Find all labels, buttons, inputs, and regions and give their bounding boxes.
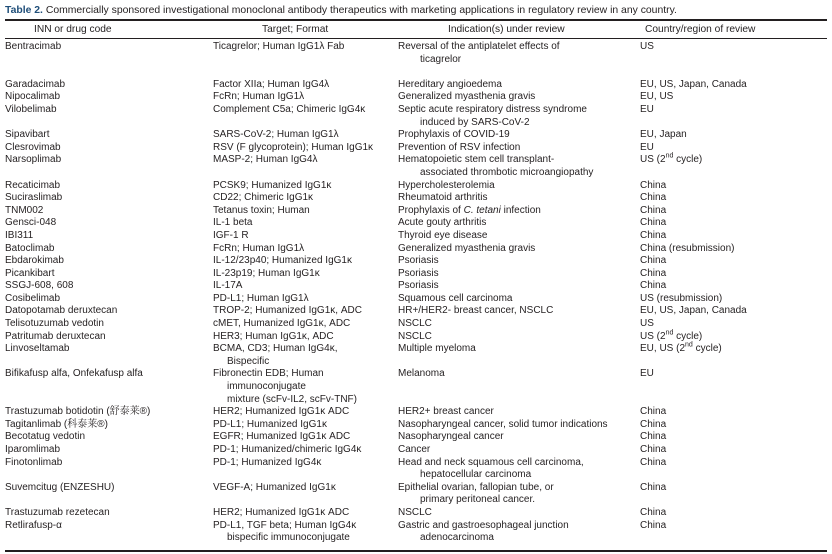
target-text: RSV (F glycoprotein); Human IgG1κ <box>213 141 374 153</box>
cell-target <box>213 91 398 104</box>
indication-text: HER2+ breast cancer <box>398 406 494 418</box>
cell-indication <box>398 180 640 193</box>
indication-text: Prophylaxis of COVID-19 <box>398 129 510 141</box>
target-text: immunoconjugate <box>227 381 306 393</box>
target-text: CD22; Chimeric IgG1κ <box>213 192 314 204</box>
cell-target <box>213 507 398 520</box>
table-row <box>5 104 827 129</box>
inn-text: Patritumab deruxtecan <box>5 330 106 342</box>
inn-text: SSGJ-608, 608 <box>5 280 74 292</box>
target-text: IL-1 beta <box>213 217 253 229</box>
target-text: BCMA, CD3; Human IgG4κ, <box>213 343 338 355</box>
target-text: mixture (scFv-IL2, scFv-TNF) <box>227 393 357 405</box>
cell-indication <box>398 331 640 344</box>
table-row <box>5 41 827 66</box>
cell-indication <box>398 406 640 419</box>
cell-region <box>640 154 827 179</box>
cell-inn <box>5 66 213 79</box>
target-text: Ticagrelor; Human IgG1λ Fab <box>213 41 345 52</box>
region-text <box>640 66 827 79</box>
cell-region <box>640 91 827 104</box>
region-text: China <box>640 204 667 216</box>
table-row <box>5 192 827 205</box>
region-text: China <box>640 519 667 531</box>
indication-text: Gastric and gastroesophageal junction <box>398 519 569 531</box>
cell-region <box>640 205 827 218</box>
region-text: US (2nd cycle) <box>640 153 703 166</box>
column-header-region: Country/region of review <box>645 24 756 35</box>
indication-text: Psoriasis <box>398 267 439 279</box>
cell-region <box>640 129 827 142</box>
indication-text: Head and neck squamous cell carcinoma, <box>398 456 584 468</box>
target-text: FcRn; Human IgG1λ <box>213 91 305 103</box>
cell-indication <box>398 255 640 268</box>
column-header-indication: Indication(s) under review <box>448 24 565 35</box>
region-text: US <box>640 41 654 52</box>
target-text: HER2; Humanized IgG1κ ADC <box>213 406 350 418</box>
inn-text: Cosibelimab <box>5 292 61 304</box>
cell-indication <box>398 457 640 482</box>
cell-indication <box>398 280 640 293</box>
table-row <box>5 520 827 545</box>
indication-text: ticagrelor <box>420 53 462 65</box>
indication-text: Nasopharyngeal cancer <box>398 431 504 443</box>
indication-text: Generalized myasthenia gravis <box>398 242 536 254</box>
cell-target <box>213 368 398 406</box>
cell-inn <box>5 482 213 507</box>
header-rule <box>5 38 827 39</box>
cell-inn <box>5 457 213 482</box>
table-row <box>5 91 827 104</box>
inn-text: Garadacimab <box>5 78 66 90</box>
top-rule <box>5 19 827 21</box>
indication-text: primary peritoneal cancer. <box>420 494 536 506</box>
target-text: PD-L1, TGF beta; Human IgG4κ <box>213 519 357 531</box>
target-text: HER2; Humanized IgG1κ ADC <box>213 506 350 518</box>
inn-text: Trastuzumab rezetecan <box>5 506 110 518</box>
table-row <box>5 419 827 432</box>
inn-text: Retlirafusp-α <box>5 519 62 531</box>
cell-indication <box>398 217 640 230</box>
indication-text: Squamous cell carcinoma <box>398 292 513 304</box>
table-row <box>5 217 827 230</box>
target-text: cMET, Humanized IgG1κ, ADC <box>213 318 351 330</box>
cell-indication <box>398 482 640 507</box>
cell-target <box>213 230 398 243</box>
region-text: China <box>640 229 667 241</box>
table-row <box>5 305 827 318</box>
inn-text: Gensci-048 <box>5 217 57 229</box>
cell-indication <box>398 368 640 406</box>
cell-inn <box>5 230 213 243</box>
region-text: China <box>640 267 667 279</box>
cell-indication <box>398 520 640 545</box>
inn-text: TNM002 <box>5 204 44 216</box>
region-text: China <box>640 481 667 493</box>
cell-inn <box>5 331 213 344</box>
target-text: FcRn; Human IgG1λ <box>213 242 305 254</box>
target-text: VEGF-A; Humanized IgG1κ <box>213 481 336 493</box>
cell-region <box>640 243 827 256</box>
cell-target <box>213 180 398 193</box>
cell-indication <box>398 66 640 79</box>
target-text: Complement C5a; Chimeric IgG4κ <box>213 103 366 115</box>
target-text: IGF-1 R <box>213 229 249 241</box>
indication-text: Hereditary angioedema <box>398 78 502 90</box>
region-text: China <box>640 506 667 518</box>
cell-region <box>640 419 827 432</box>
indication-text: NSCLC <box>398 330 432 342</box>
target-text: PD-1; Humanized/chimeric IgG4κ <box>213 444 362 455</box>
cell-region <box>640 343 827 368</box>
region-text: China (resubmission) <box>640 242 735 254</box>
cell-target <box>213 41 398 66</box>
inn-text: Recaticimab <box>5 179 61 191</box>
cell-region <box>640 268 827 281</box>
cell-indication <box>398 104 640 129</box>
cell-indication <box>398 268 640 281</box>
indication-text: NSCLC <box>398 506 432 518</box>
inn-text: Linvoseltamab <box>5 343 70 355</box>
region-text: China <box>640 280 667 292</box>
cell-inn <box>5 104 213 129</box>
target-text: PD-L1; Humanized IgG1κ <box>213 418 327 430</box>
target-text: MASP-2; Human IgG4λ <box>213 154 318 166</box>
indication-text: Generalized myasthenia gravis <box>398 91 536 103</box>
cell-target <box>213 293 398 306</box>
cell-target <box>213 142 398 155</box>
cell-inn <box>5 406 213 419</box>
cell-indication <box>398 293 640 306</box>
table-row <box>5 444 827 457</box>
cell-region <box>640 192 827 205</box>
cell-target <box>213 520 398 545</box>
region-text: EU <box>640 103 654 115</box>
target-text: IL-12/23p40; Humanized IgG1κ <box>213 255 352 267</box>
table-row <box>5 129 827 142</box>
inn-text: Becotatug vedotin <box>5 431 86 443</box>
cell-target <box>213 129 398 142</box>
region-text: China <box>640 192 667 204</box>
indication-text: Acute gouty arthritis <box>398 217 487 229</box>
cell-inn <box>5 431 213 444</box>
cell-inn <box>5 217 213 230</box>
cell-indication <box>398 142 640 155</box>
inn-text: Ebdarokimab <box>5 255 64 267</box>
target-text: HER3; Human IgG1κ, ADC <box>213 330 334 342</box>
region-text: China <box>640 418 667 430</box>
cell-target <box>213 154 398 179</box>
table-row <box>5 406 827 419</box>
cell-inn <box>5 520 213 545</box>
cell-target <box>213 268 398 281</box>
table-row <box>5 293 827 306</box>
cell-target <box>213 482 398 507</box>
inn-text: Bentracimab <box>5 41 62 52</box>
cell-target <box>213 444 398 457</box>
indication-text: Multiple myeloma <box>398 343 476 355</box>
cell-target <box>213 280 398 293</box>
cell-indication <box>398 318 640 331</box>
region-text: China <box>640 456 667 468</box>
cell-indication <box>398 431 640 444</box>
region-text: US (2nd cycle) <box>640 329 703 342</box>
cell-target <box>213 243 398 256</box>
cell-target <box>213 305 398 318</box>
indication-text: HR+/HER2- breast cancer, NSCLC <box>398 305 554 317</box>
indication-text <box>398 66 640 79</box>
region-text: EU, Japan <box>640 129 687 141</box>
indication-text: Prophylaxis of C. tetani infection <box>398 204 541 216</box>
cell-inn <box>5 419 213 432</box>
indication-text: Hypercholesterolemia <box>398 179 495 191</box>
region-text: China <box>640 217 667 229</box>
cell-target <box>213 406 398 419</box>
cell-region <box>640 331 827 344</box>
cell-target <box>213 205 398 218</box>
target-text: Bispecific <box>227 355 270 367</box>
cell-region <box>640 482 827 507</box>
table-row <box>5 431 827 444</box>
table-row <box>5 482 827 507</box>
inn-text: Suvemcitug (ENZESHU) <box>5 481 115 493</box>
region-text: EU, US (2nd cycle) <box>640 341 722 355</box>
cell-indication <box>398 41 640 66</box>
inn-text: Sipavibart <box>5 129 50 141</box>
cell-inn <box>5 280 213 293</box>
cell-region <box>640 41 827 66</box>
indication-text: Cancer <box>398 444 431 455</box>
cell-indication <box>398 507 640 520</box>
target-text: EGFR; Humanized IgG1κ ADC <box>213 431 351 443</box>
cell-region <box>640 457 827 482</box>
target-text: SARS-CoV-2; Human IgG1λ <box>213 129 339 141</box>
table-label: Table 2. <box>5 5 43 16</box>
cell-region <box>640 280 827 293</box>
cell-target <box>213 457 398 482</box>
table-row <box>5 318 827 331</box>
region-text: China <box>640 444 667 455</box>
table-row <box>5 142 827 155</box>
target-text: bispecific immunoconjugate <box>227 532 350 544</box>
region-text: EU, US <box>640 91 674 103</box>
cell-indication <box>398 343 640 368</box>
cell-indication <box>398 305 640 318</box>
indication-text: Melanoma <box>398 368 445 380</box>
inn-text: Finotonlimab <box>5 456 63 468</box>
inn-text: Clesrovimab <box>5 141 61 153</box>
target-text: IL-23p19; Human IgG1κ <box>213 267 320 279</box>
table-caption <box>5 4 827 17</box>
cell-target <box>213 431 398 444</box>
cell-inn <box>5 205 213 218</box>
target-text: PCSK9; Humanized IgG1κ <box>213 179 332 191</box>
cell-region <box>640 230 827 243</box>
indication-text: induced by SARS-CoV-2 <box>420 116 530 128</box>
region-text: China <box>640 255 667 267</box>
indication-text: Septic acute respiratory distress syndrome <box>398 103 587 115</box>
cell-indication <box>398 205 640 218</box>
table-row <box>5 280 827 293</box>
region-text: China <box>640 431 667 443</box>
indication-text: Reversal of the antiplatelet effects of <box>398 41 560 52</box>
inn-text: IBI311 <box>5 229 34 241</box>
indication-text: Hematopoietic stem cell transplant- <box>398 154 555 166</box>
table-row <box>5 507 827 520</box>
cell-target <box>213 104 398 129</box>
table-row <box>5 79 827 92</box>
cell-region <box>640 255 827 268</box>
target-text: Fibronectin EDB; Human <box>213 368 324 380</box>
target-text: PD-L1; Human IgG1λ <box>213 292 309 304</box>
cell-indication <box>398 79 640 92</box>
cell-inn <box>5 444 213 457</box>
inn-text: Iparomlimab <box>5 444 61 455</box>
indication-text: Nasopharyngeal cancer, solid tumor indications <box>398 418 608 430</box>
cell-region <box>640 104 827 129</box>
cell-target <box>213 343 398 368</box>
indication-text: NSCLC <box>398 318 432 330</box>
cell-target <box>213 419 398 432</box>
cell-indication <box>398 444 640 457</box>
antibody-table <box>5 41 827 545</box>
cell-inn <box>5 142 213 155</box>
cell-inn <box>5 154 213 179</box>
cell-inn <box>5 255 213 268</box>
cell-region <box>640 444 827 457</box>
cell-region <box>640 79 827 92</box>
inn-text: Vilobelimab <box>5 103 57 115</box>
cell-target <box>213 318 398 331</box>
table-row <box>5 368 827 406</box>
cell-target <box>213 217 398 230</box>
inn-text <box>5 66 213 79</box>
cell-target <box>213 79 398 92</box>
region-text: US <box>640 318 654 330</box>
region-text: China <box>640 406 667 418</box>
table-row <box>5 268 827 281</box>
target-text: IL-17A <box>213 280 243 292</box>
table-row <box>5 343 827 368</box>
cell-indication <box>398 154 640 179</box>
bottom-rule <box>5 550 827 552</box>
table-row <box>5 154 827 179</box>
cell-region <box>640 406 827 419</box>
inn-text: Picankibart <box>5 267 55 279</box>
cell-region <box>640 293 827 306</box>
target-text: Tetanus toxin; Human <box>213 204 310 216</box>
target-text: TROP-2; Humanized IgG1κ, ADC <box>213 305 362 317</box>
cell-inn <box>5 192 213 205</box>
cell-region <box>640 520 827 545</box>
target-text: Factor XIIa; Human IgG4λ <box>213 78 330 90</box>
inn-text: Narsoplimab <box>5 154 62 166</box>
region-text: China <box>640 179 667 191</box>
indication-text: Psoriasis <box>398 255 439 267</box>
cell-indication <box>398 230 640 243</box>
indication-text: associated thrombotic microangiopathy <box>420 166 594 178</box>
cell-inn <box>5 268 213 281</box>
region-text: EU <box>640 368 654 380</box>
cell-target <box>213 255 398 268</box>
cell-region <box>640 217 827 230</box>
cell-indication <box>398 419 640 432</box>
cell-inn <box>5 343 213 368</box>
region-text: EU, US, Japan, Canada <box>640 78 747 90</box>
column-header-inn: INN or drug code <box>34 24 112 35</box>
inn-text: Telisotuzumab vedotin <box>5 318 104 330</box>
cell-region <box>640 368 827 406</box>
cell-inn <box>5 293 213 306</box>
cell-region <box>640 431 827 444</box>
inn-text: Suciraslimab <box>5 192 63 204</box>
table-row <box>5 180 827 193</box>
table-row <box>5 457 827 482</box>
target-text <box>213 66 398 79</box>
cell-inn <box>5 318 213 331</box>
indication-text: adenocarcinoma <box>420 532 494 544</box>
table-row <box>5 66 827 79</box>
inn-text: Batoclimab <box>5 242 55 254</box>
cell-indication <box>398 91 640 104</box>
target-text: PD-1; Humanized IgG4κ <box>213 456 322 468</box>
cell-inn <box>5 129 213 142</box>
cell-target <box>213 192 398 205</box>
indication-text: Epithelial ovarian, fallopian tube, or <box>398 481 554 493</box>
indication-text: Psoriasis <box>398 280 439 292</box>
column-header-target: Target; Format <box>262 24 329 35</box>
cell-indication <box>398 129 640 142</box>
indication-text: Rheumatoid arthritis <box>398 192 488 204</box>
cell-target <box>213 331 398 344</box>
inn-text: Trastuzumab botidotin (舒泰莱®) <box>5 406 151 418</box>
region-text: EU, US, Japan, Canada <box>640 305 747 317</box>
cell-inn <box>5 368 213 406</box>
cell-target <box>213 66 398 79</box>
table-row <box>5 230 827 243</box>
cell-inn <box>5 41 213 66</box>
cell-inn <box>5 305 213 318</box>
inn-text: Bifikafusp alfa, Onfekafusp alfa <box>5 368 143 380</box>
cell-inn <box>5 507 213 520</box>
cell-region <box>640 305 827 318</box>
indication-text: Thyroid eye disease <box>398 229 488 241</box>
cell-indication <box>398 192 640 205</box>
indication-text: hepatocellular carcinoma <box>420 469 532 481</box>
cell-region <box>640 180 827 193</box>
inn-text: Nipocalimab <box>5 91 61 103</box>
cell-inn <box>5 79 213 92</box>
region-text: EU <box>640 141 654 153</box>
inn-text: Tagitanlimab (科泰莱®) <box>5 418 108 430</box>
inn-text: Datopotamab deruxtecan <box>5 305 118 317</box>
table-row <box>5 255 827 268</box>
table-row <box>5 243 827 256</box>
table-row <box>5 331 827 344</box>
cell-indication <box>398 243 640 256</box>
cell-region <box>640 66 827 79</box>
cell-inn <box>5 180 213 193</box>
cell-region <box>640 507 827 520</box>
table-title: Commercially sponsored investigational monoclonal antibody therapeutics with marketing applications in regulatory review in any country. <box>45 5 677 16</box>
cell-inn <box>5 243 213 256</box>
table-row <box>5 205 827 218</box>
region-text: US (resubmission) <box>640 292 723 304</box>
cell-inn <box>5 91 213 104</box>
indication-text: Prevention of RSV infection <box>398 141 521 153</box>
